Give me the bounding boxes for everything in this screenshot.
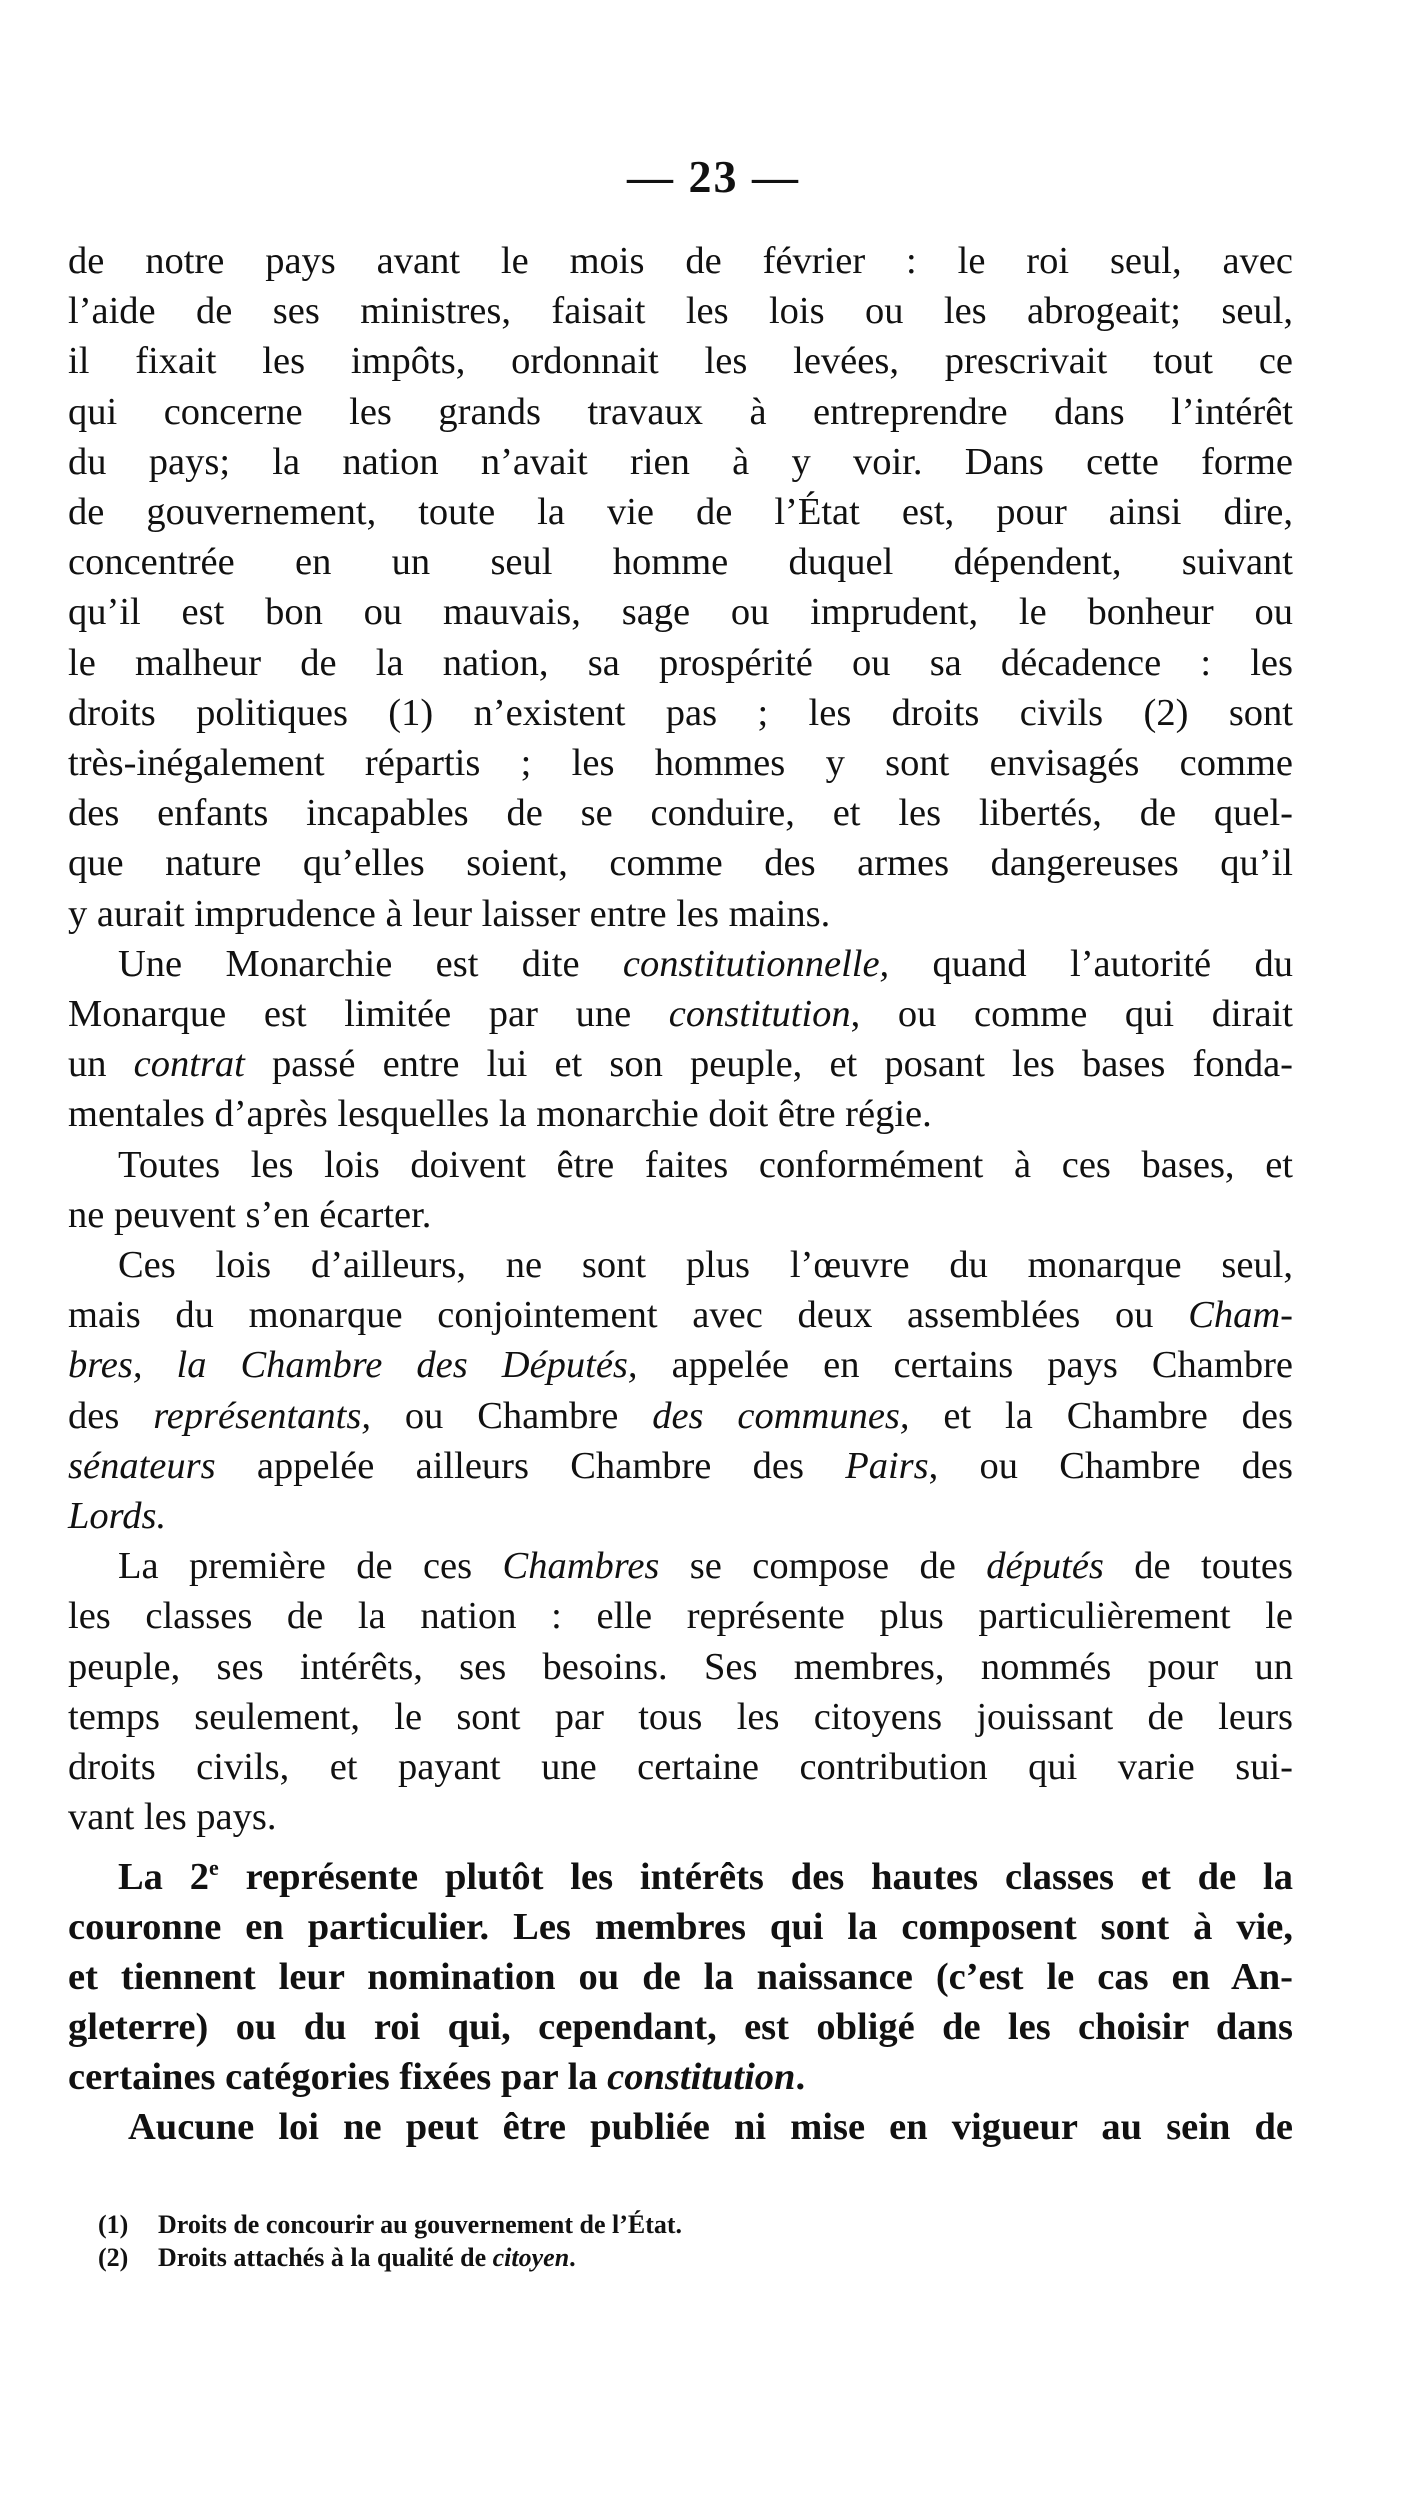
- text-line: concentrée en un seul homme duquel dépendent, suivant: [68, 541, 1293, 584]
- text-line: Une Monarchie est dite constitutionnelle, quand l’autorité du: [118, 942, 1293, 985]
- text-line: de gouvernement, toute la vie de l’État est, pour ainsi dire,: [68, 491, 1293, 534]
- italic-term: Chambres: [502, 1545, 660, 1588]
- text-line: ne peuvent s’en écarter.: [68, 1193, 432, 1236]
- text-line: temps seulement, le sont par tous les citoyens jouissant de leurs: [68, 1695, 1293, 1738]
- paragraph-3: [68, 1140, 1293, 1240]
- paragraph-2: [68, 939, 1293, 1140]
- italic-term: constitution: [668, 993, 851, 1036]
- text-line: certaines catégories fixées par la constitution.: [68, 2056, 806, 2099]
- paragraph-4: [68, 1240, 1293, 1541]
- italic-term: constitution: [607, 2056, 796, 2099]
- italic-term: députés: [986, 1545, 1104, 1588]
- italic-term: Lords.: [68, 1495, 167, 1538]
- text-line: de notre pays avant le mois de février : le roi seul, avec: [68, 240, 1293, 282]
- footnote-1: [98, 2208, 1198, 2241]
- italic-term: Pairs: [845, 1444, 929, 1487]
- text-line: il fixait les impôts, ordonnait les levées, prescrivait tout ce: [68, 340, 1293, 383]
- text-line: un contrat passé entre lui et son peuple, et posant les bases fonda-: [68, 1043, 1293, 1086]
- text-line: mais du monarque conjointement avec deux assemblées ou Cham-: [68, 1294, 1293, 1337]
- footnote-2: (2) Droits attachés à la qualité de citoyen.: [98, 2243, 576, 2272]
- paragraph-5: [68, 1541, 1293, 1842]
- text-line: des enfants incapables de se conduire, et les libertés, de quel-: [68, 792, 1293, 835]
- paragraph-1: [68, 236, 1293, 939]
- text-line: Aucune loi ne peut être publiée ni mise en vigueur au sein de: [128, 2106, 1293, 2149]
- text-line: vant les pays.: [68, 1796, 277, 1839]
- text-line: du pays; la nation n’avait rien à y voir. Dans cette forme: [68, 440, 1293, 483]
- italic-term: contrat: [133, 1043, 245, 1086]
- text-line: droits politiques (1) n’existent pas ; les droits civils (2) sont: [68, 691, 1293, 734]
- text-line: qui concerne les grands travaux à entreprendre dans l’intérêt: [68, 390, 1293, 433]
- text-line: très-inégalement répartis ; les hommes y sont envisagés comme: [68, 742, 1293, 785]
- italic-term: sénateurs: [68, 1444, 216, 1487]
- body-text: [68, 236, 1293, 2153]
- text-line: La 2e représente plutôt les intérêts des hautes classes et de la: [118, 1854, 1293, 1898]
- text-line: y aurait imprudence à leur laisser entre les mains.: [68, 892, 831, 935]
- text-line: sénateurs appelée ailleurs Chambre des Pairs, ou Chambre des: [68, 1444, 1293, 1487]
- paragraph-7: [68, 2102, 1293, 2152]
- page-number: — 23 —: [627, 151, 800, 202]
- text-line: mentales d’après lesquelles la monarchie doit être régie.: [68, 1093, 932, 1136]
- footnotes: [98, 2208, 1198, 2274]
- text-line: bres, la Chambre des Députés, appelée en certains pays Chambre: [68, 1344, 1293, 1387]
- text-line: couronne en particulier. Les membres qui la composent sont à vie,: [68, 1905, 1293, 1948]
- italic-term: Cham-: [1188, 1294, 1293, 1337]
- superscript: e: [209, 1854, 219, 1880]
- italic-term: représentants,: [153, 1394, 371, 1437]
- text-line: l’aide de ses ministres, faisait les lois ou les abrogeait; seul,: [68, 290, 1293, 333]
- text-line: et tiennent leur nomination ou de la naissance (c’est le cas en An-: [68, 1955, 1293, 1998]
- text-line: peuple, ses intérêts, ses besoins. Ses membres, nommés pour un: [68, 1645, 1293, 1688]
- text-line: La première de ces Chambres se compose de députés de toutes: [118, 1545, 1294, 1588]
- text-line: Monarque est limitée par une constitution, ou comme qui dirait: [68, 993, 1294, 1036]
- text-line: droits civils, et payant une certaine contribution qui varie sui-: [68, 1746, 1293, 1789]
- footnote-mark: (2): [98, 2243, 129, 2272]
- footnote-mark: (1): [98, 2210, 129, 2239]
- paragraph-6: [68, 1843, 1293, 2103]
- text-line: Ces lois d’ailleurs, ne sont plus l’œuvre du monarque seul,: [118, 1244, 1293, 1287]
- text-line: Toutes les lois doivent être faites conformément à ces bases, et: [118, 1143, 1293, 1186]
- text-line: gleterre) ou du roi qui, cependant, est obligé de les choisir dans: [68, 2005, 1293, 2048]
- italic-term: bres, la Chambre des Députés,: [68, 1344, 638, 1387]
- text-line: le malheur de la nation, sa prospérité ou sa décadence : les: [68, 641, 1293, 684]
- text-line: [68, 1491, 1293, 1541]
- footnote-text: Droits attachés à la qualité de: [158, 2243, 493, 2272]
- text-line: les classes de la nation : elle représente plus particulièrement le: [68, 1595, 1293, 1638]
- italic-term: constitutionnelle,: [622, 942, 890, 985]
- text-line: qu’il est bon ou mauvais, sage ou imprudent, le bonheur ou: [68, 591, 1293, 634]
- italic-term: citoyen: [492, 2243, 570, 2272]
- footnote-text: Droits de concourir au gouvernement de l’État.: [158, 2210, 683, 2239]
- text-line: que nature qu’elles soient, comme des armes dangereuses qu’il: [68, 842, 1293, 885]
- text-line: des représentants, ou Chambre des communes, et la Chambre des: [68, 1394, 1293, 1437]
- italic-term: des communes,: [652, 1394, 910, 1437]
